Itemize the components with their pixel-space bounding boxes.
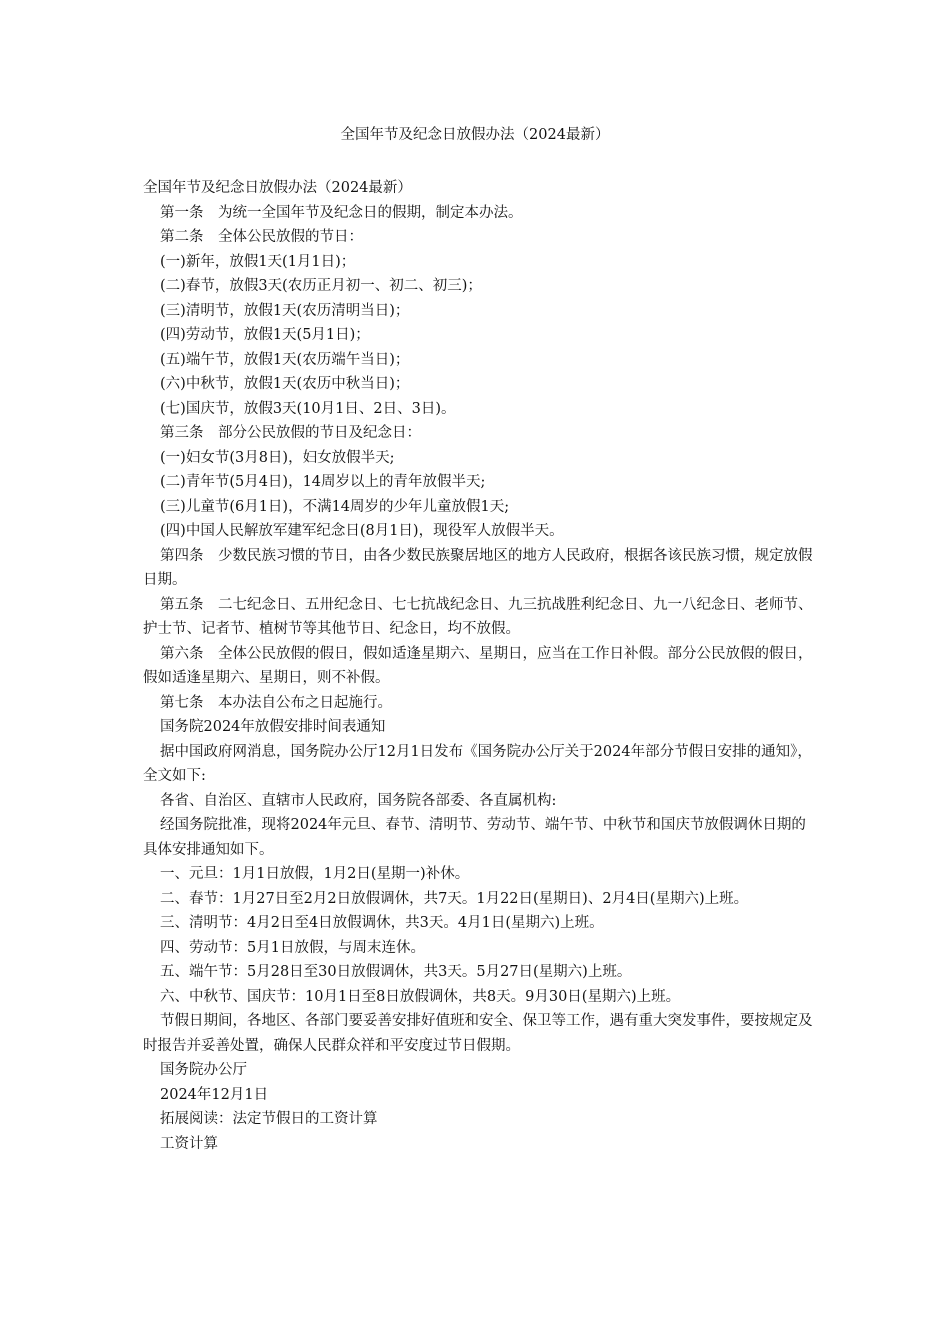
paragraph-schedule-national-day: 六、中秋节、国庆节：10月1日至8日放假调休，共8天。9月30日(星期六)上班。 <box>160 988 681 1005</box>
paragraph-schedule-dragon-boat: 五、端午节：5月28日至30日放假调休，共3天。5月27日(星期六)上班。 <box>160 964 632 980</box>
paragraph-holiday-national-day: (七)国庆节，放假3天(10月1日、2日、3日)。 <box>160 400 456 417</box>
paragraph-notice-intro: 据中国政府网消息，国务院办公厅12月1日发布《国务院办公厅关于2024年部分节假日安排的通知》，全文如下: <box>143 743 812 784</box>
paragraph-article-4: 第四条 少数民族习惯的节日，由各少数民族聚居地区的地方人民政府，根据各该民族习惯，规定放假日期。 <box>143 547 813 588</box>
paragraph-childrens-day: (三)儿童节(6月1日)，不满14周岁的少年儿童放假1天; <box>160 498 510 515</box>
paragraph-heading: 全国年节及纪念日放假办法（2024最新） <box>143 180 412 196</box>
paragraph-article-2: 第二条 全体公民放假的节日： <box>160 229 363 245</box>
paragraph-signature-date: 2024年12月1日 <box>160 1086 269 1103</box>
paragraph-schedule-labor-day: 四、劳动节：5月1日放假，与周末连休。 <box>160 939 425 956</box>
paragraph-article-6: 第六条 全体公民放假的假日，假如适逢星期六、星期日，应当在工作日补假。部分公民放假的假日，假如适逢星期六、星期日，则不补假。 <box>143 645 813 686</box>
paragraph-holiday-dragon-boat: (五)端午节，放假1天(农历端午当日)； <box>160 351 410 368</box>
paragraph-holiday-qingming: (三)清明节，放假1天(农历清明当日)； <box>160 302 410 319</box>
paragraph-holiday-labor-day: (四)劳动节，放假1天(5月1日)； <box>160 327 370 343</box>
paragraph-article-3: 第三条 部分公民放假的节日及纪念日： <box>160 425 421 441</box>
paragraph-notice-approval: 经国务院批准，现将2024年元旦、春节、清明节、劳动节、端午节、中秋节和国庆节放假调休日期的具体安排通知如下。 <box>143 817 806 858</box>
paragraph-notice-recipients: 各省、自治区、直辖市人民政府，国务院各部委、各直属机构: <box>160 792 557 809</box>
paragraph-army-day: (四)中国人民解放军建军纪念日(8月1日)，现役军人放假半天。 <box>160 523 564 539</box>
paragraph-article-7: 第七条 本办法自公布之日起施行。 <box>160 694 392 711</box>
paragraph-extended-reading: 拓展阅读：法定节假日的工资计算 <box>160 1111 378 1127</box>
paragraph-article-5: 第五条 二七纪念日、五卅纪念日、七七抗战纪念日、九三抗战胜利纪念日、九一八纪念日、老师节、护士节、记者节、植树节等其他节日、纪念日，均不放假。 <box>143 596 813 637</box>
paragraph-holiday-new-year: (一)新年，放假1天(1月1日)； <box>160 253 356 270</box>
paragraph-notice-title: 国务院2024年放假安排时间表通知 <box>160 719 386 735</box>
paragraph-signature-office: 国务院办公厅 <box>160 1062 247 1078</box>
paragraph-notice-closing: 节假日期间，各地区、各部门要妥善安排好值班和安全、保卫等工作，遇有重大突发事件，要按规定及时报告并妥善处置，确保人民群众祥和平安度过节日假期。 <box>143 1013 813 1054</box>
paragraph-youth-day: (二)青年节(5月4日)，14周岁以上的青年放假半天; <box>160 474 486 490</box>
paragraph-holiday-mid-autumn: (六)中秋节，放假1天(农历中秋当日)； <box>160 376 410 392</box>
paragraph-womens-day: (一)妇女节(3月8日)，妇女放假半天; <box>160 449 395 466</box>
paragraph-schedule-new-year: 一、元旦：1月1日放假，1月2日(星期一)补休。 <box>160 866 470 882</box>
document-body <box>143 176 813 1156</box>
paragraph-article-1: 第一条 为统一全国年节及纪念日的假期，制定本办法。 <box>160 204 523 221</box>
paragraph-holiday-spring-festival: (二)春节，放假3天(农历正月初一、初二、初三)； <box>160 278 482 294</box>
paragraph-schedule-qingming: 三、清明节：4月2日至4日放假调休，共3天。4月1日(星期六)上班。 <box>160 915 604 931</box>
paragraph-schedule-spring-festival: 二、春节：1月27日至2月2日放假调休，共7天。1月22日(星期日)、2月4日(星期六)上班。 <box>160 890 749 907</box>
paragraph-wage-calculation: 工资计算 <box>160 1135 218 1152</box>
document-title: 全国年节及纪念日放假办法（2024最新） <box>340 127 610 143</box>
